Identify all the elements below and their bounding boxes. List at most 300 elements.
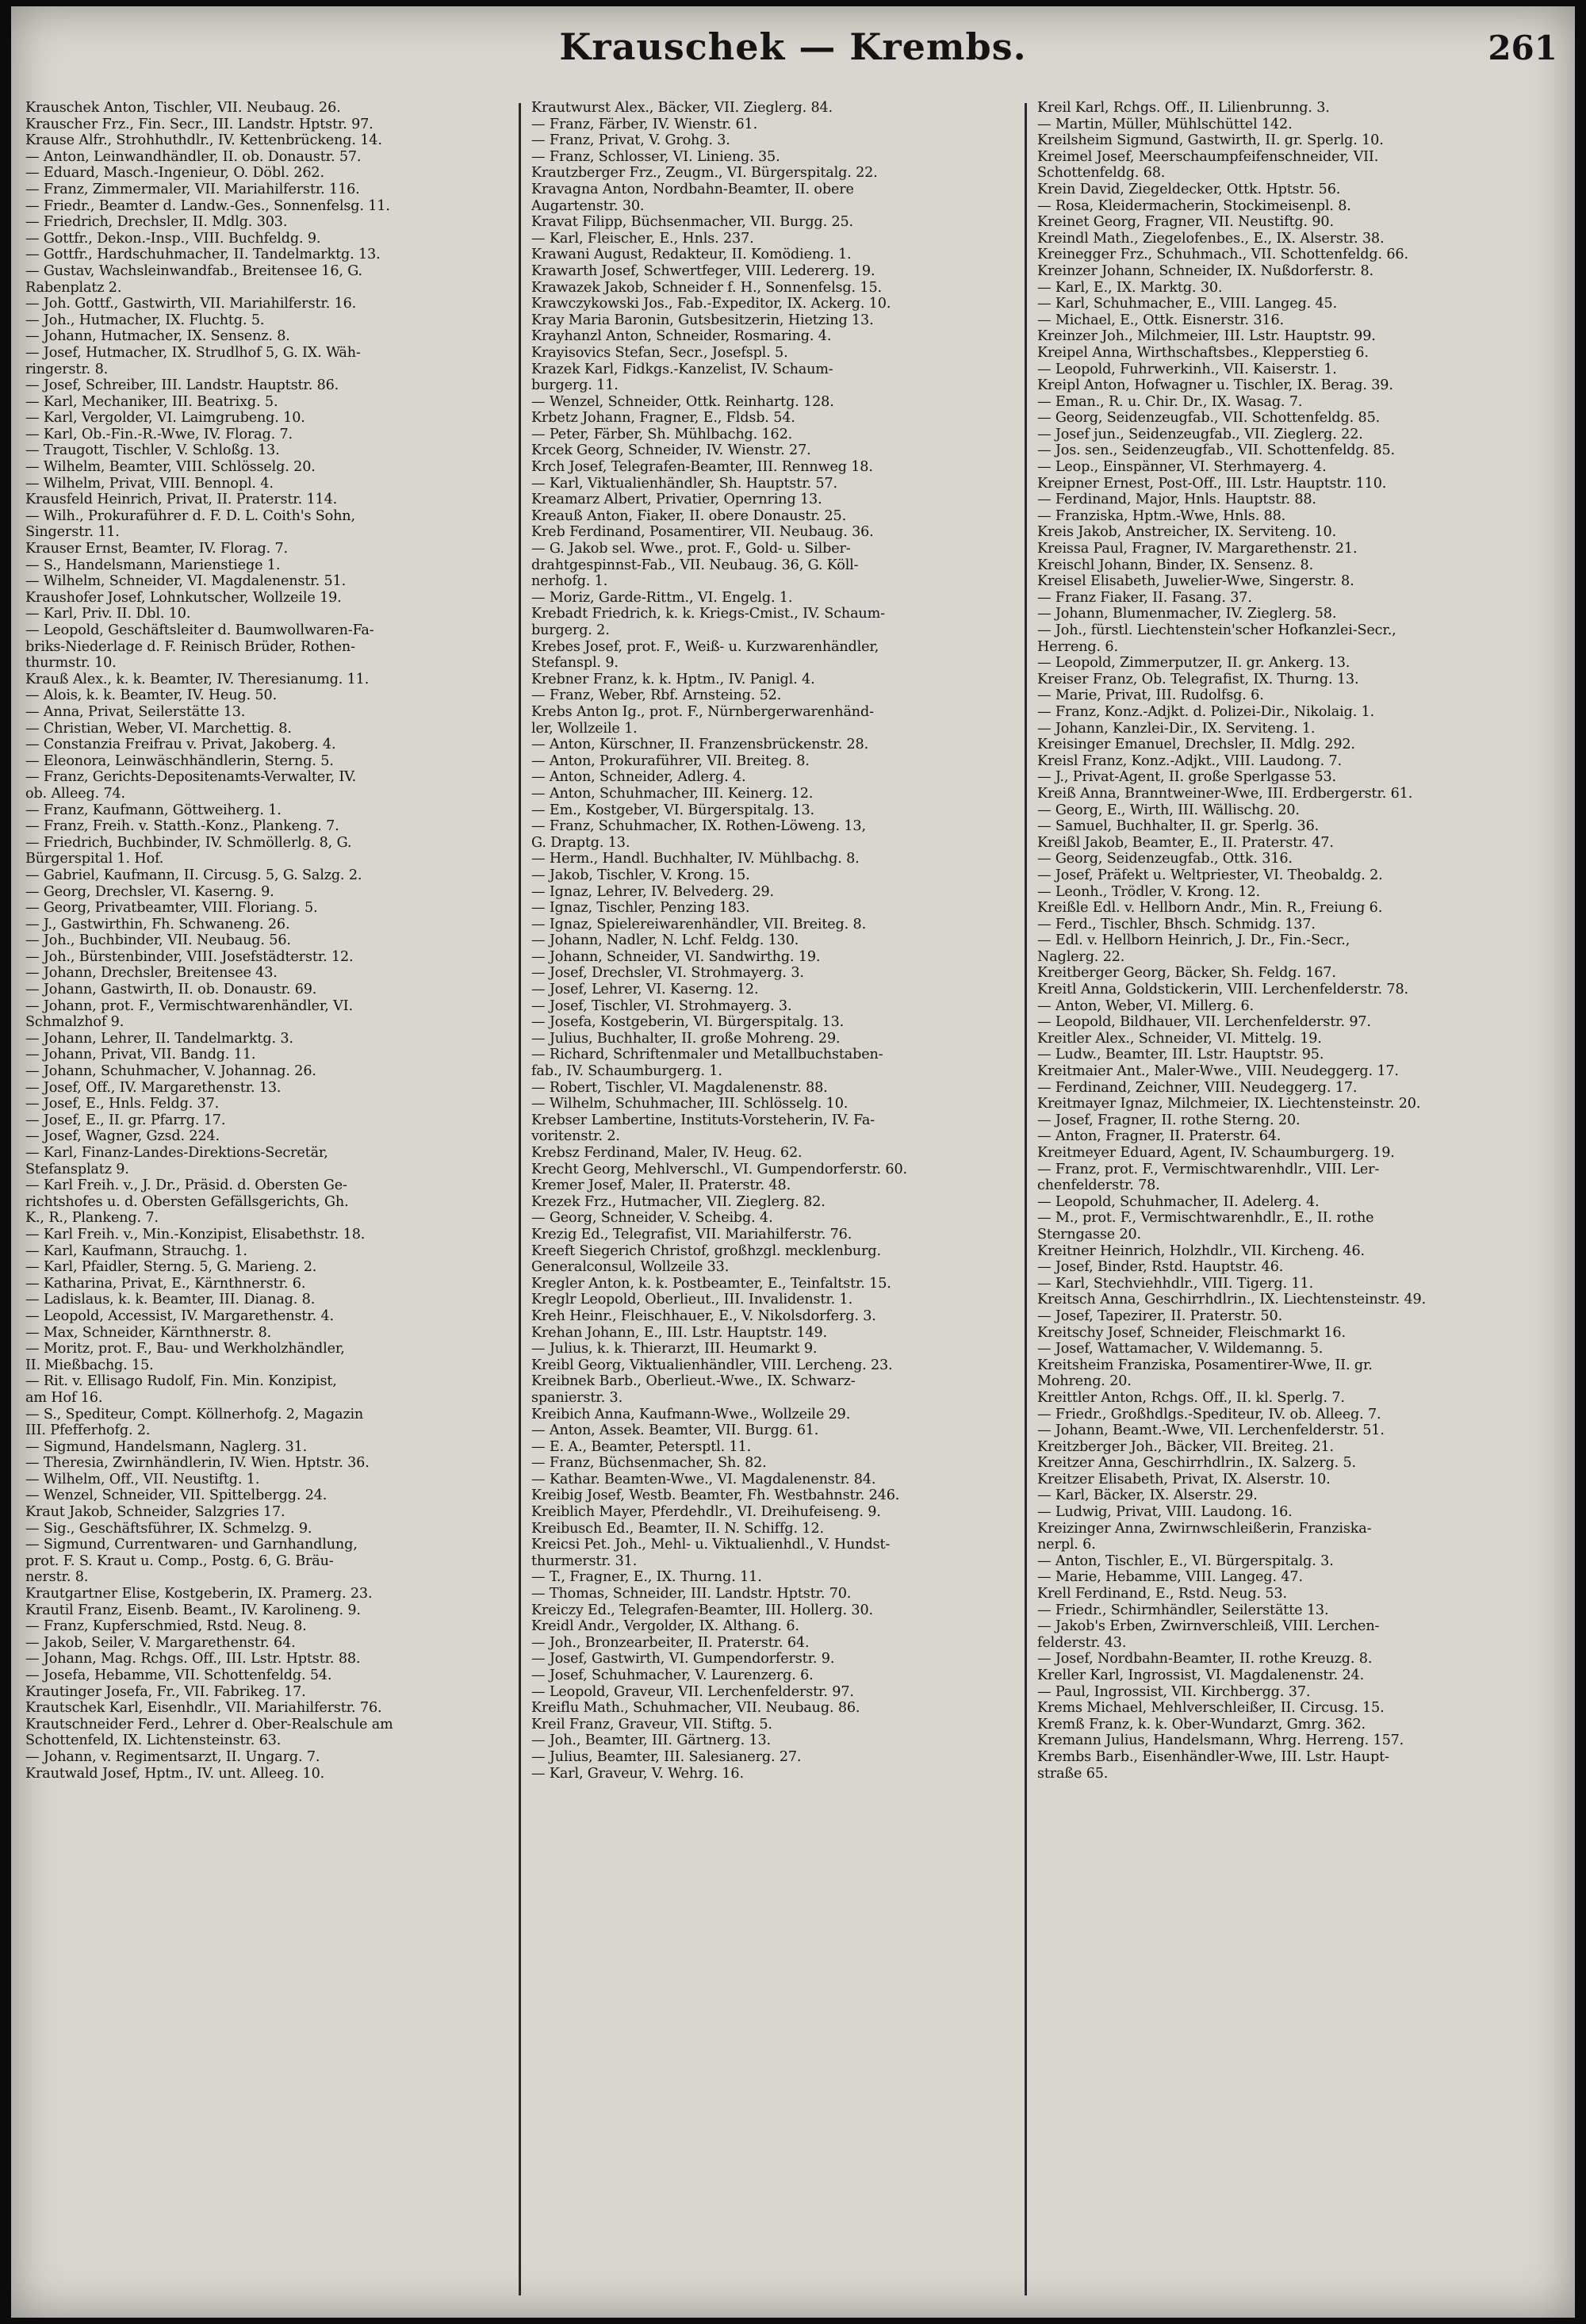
directory-entry-line: — Josef, Fragner, II. rothe Sterng. 20. (1037, 1112, 1301, 1128)
directory-entry-line: — Anton, Kürschner, II. Franzensbrückenstr. 28. (531, 737, 869, 753)
directory-entry-line: — Georg, Privatbeamter, VIII. Floriang. 5. (25, 900, 318, 917)
directory-entry-line: — Karl, Priv. II. Dbl. 10. (25, 606, 191, 622)
directory-entry-line: — Franz, Färber, IV. Wienstr. 61. (531, 116, 758, 132)
directory-entry-line: Krawazek Jakob, Schneider f. H., Sonnenfelsg. 15. (531, 279, 882, 296)
directory-entry-line: Kreidl Andr., Vergolder, IX. Althang. 6. (531, 1618, 799, 1635)
directory-entry-line: — Anton, Tischler, E., VI. Bürgerspitalg. 3. (1037, 1553, 1334, 1569)
directory-entry-line: Sterngasse 20. (1037, 1226, 1141, 1242)
directory-entry-line: Kreinegger Frz., Schuhmach., VII. Schottenfeldg. 66. (1037, 247, 1408, 263)
directory-entry-line: — Em., Kostgeber, VI. Bürgerspitalg. 13. (531, 802, 814, 818)
directory-entry-line: — Franz, Schlosser, VI. Linieng. 35. (531, 148, 780, 165)
directory-entry-line: — Alois, k. k. Beamter, IV. Heug. 50. (25, 687, 278, 704)
directory-entry-line: Kreicsi Pet. Joh., Mehl- u. Viktualienhdl., V. Hundst- (531, 1537, 891, 1553)
directory-entry-line: — Franz, Gerichts-Depositenamts-Verwalter, IV. (25, 769, 357, 786)
directory-entry-line: Mohreng. 20. (1037, 1373, 1132, 1390)
directory-entry-line: Kreiblich Mayer, Pferdehdlr., VI. Dreihufeiseng. 9. (531, 1504, 881, 1521)
directory-entry-line: nerpl. 6. (1037, 1537, 1096, 1553)
directory-entry-line: — Franz, Kaufmann, Göttweiherg. 1. (25, 802, 282, 818)
directory-entry-line: Kreiflu Math., Schuhmacher, VII. Neubaug. 86. (531, 1700, 860, 1717)
directory-entry-line: — Theresia, Zwirnhändlerin, IV. Wien. Hptstr. 36. (25, 1455, 370, 1472)
directory-entry-line: Kreissa Paul, Fragner, IV. Margarethenstr. 21. (1037, 541, 1358, 557)
directory-entry-line: Kreimel Josef, Meerschaumpfeifenschneider, VII. (1037, 148, 1379, 165)
directory-entry-line: — Leopold, Zimmerputzer, II. gr. Ankerg. 13. (1037, 655, 1350, 672)
directory-entry-line: — Johann, Kanzlei-Dir., IX. Serviteng. 1. (1037, 720, 1316, 737)
directory-entry-line: — Josef, Hutmacher, IX. Strudlhof 5, G. IX. Wäh- (25, 344, 361, 361)
directory-entry-line: Kreil Franz, Graveur, VII. Stiftg. 5. (531, 1716, 772, 1732)
directory-entry-line: Kreitmayer Ignaz, Milchmeier, IX. Liechtensteinstr. 20. (1037, 1096, 1421, 1112)
directory-entry-line: — Karl, Stechviehhdlr., VIII. Tigerg. 11. (1037, 1275, 1314, 1292)
directory-entry-line: felderstr. 43. (1037, 1634, 1127, 1651)
directory-entry-line: Kreller Karl, Ingrossist, VI. Magdalenenstr. 24. (1037, 1667, 1365, 1683)
directory-entry-line: Krell Ferdinand, E., Rstd. Neug. 53. (1037, 1586, 1287, 1602)
directory-entry-line: — Johann, Gastwirth, II. ob. Donaustr. 69. (25, 982, 317, 998)
directory-entry-line: — Franz, Privat, V. Grohg. 3. (531, 132, 730, 149)
directory-entry-line: Schmalzhof 9. (25, 1014, 125, 1031)
directory-entry-line: — Wilhelm, Privat, VIII. Bennopl. 4. (25, 475, 274, 492)
directory-entry-line: — T., Fragner, E., IX. Thurng. 11. (531, 1569, 762, 1586)
directory-entry-line: — Wilhelm, Beamter, VIII. Schlösselg. 20. (25, 459, 316, 476)
directory-entry-line: II. Mießbachg. 15. (25, 1357, 154, 1373)
directory-entry-line: — Josef, Schreiber, III. Landstr. Hauptstr. 86. (25, 377, 339, 394)
directory-entry-line: Krautgartner Elise, Kostgeberin, IX. Pramerg. 23. (25, 1586, 373, 1602)
directory-entry-line: — Anton, Leinwandhändler, II. ob. Donaustr. 57. (25, 148, 362, 165)
directory-entry-line: Krautinger Josefa, Fr., VII. Fabrikeg. 17. (25, 1683, 306, 1700)
directory-entry-line: — Karl, Viktualienhändler, Sh. Hauptstr. 57. (531, 475, 837, 492)
directory-entry-line: — Karl, Fleischer, E., Hnls. 237. (531, 230, 754, 247)
directory-entry-line: Kreilsheim Sigmund, Gastwirth, II. gr. Sperlg. 10. (1037, 132, 1384, 149)
directory-entry-line: — Joh., Hutmacher, IX. Fluchtg. 5. (25, 312, 265, 328)
directory-entry-line: — Leopold, Bildhauer, VII. Lerchenfelderstr. 97. (1037, 1014, 1371, 1031)
directory-entry-line: Krein David, Ziegeldecker, Ottk. Hptstr. 56. (1037, 181, 1341, 197)
directory-entry-line: — Eduard, Masch.-Ingenieur, O. Döbl. 262. (25, 165, 324, 182)
directory-entry-line: — Johann, Nadler, N. Lchf. Feldg. 130. (531, 932, 799, 949)
directory-entry-line: — Franz, Freih. v. Statth.-Konz., Plankeng. 7. (25, 818, 339, 835)
directory-entry-line: — Joh., fürstl. Liechtenstein'scher Hofkanzlei-Secr., (1037, 622, 1396, 638)
directory-entry-line: — Georg, Seidenzeugfab., Ottk. 316. (1037, 851, 1293, 867)
directory-entry-line: Krecht Georg, Mehlverschl., VI. Gumpendorferstr. 60. (531, 1161, 907, 1177)
directory-entry-line: Krehan Johann, E., III. Lstr. Hauptstr. 149. (531, 1324, 827, 1341)
directory-entry-line: Kreisinger Emanuel, Drechsler, II. Mdlg. 292. (1037, 737, 1355, 753)
directory-entry-line: — Sigmund, Handelsmann, Naglerg. 31. (25, 1438, 308, 1455)
directory-entry-line: — Franz, Kupferschmied, Rstd. Neug. 8. (25, 1618, 307, 1635)
directory-entry-line: — Wilhelm, Schneider, VI. Magdalenenstr. 51. (25, 573, 347, 590)
directory-entry-line: — Franziska, Hptm.-Wwe, Hnls. 88. (1037, 507, 1286, 524)
directory-entry-line: Kreibig Josef, Westb. Beamter, Fh. Westbahnstr. 246. (531, 1487, 900, 1504)
directory-entry-line: Kreipner Ernest, Post-Off., III. Lstr. Hauptstr. 110. (1037, 475, 1387, 492)
directory-entry-line: — Leopold, Graveur, VII. Lerchenfelderstr. 97. (531, 1683, 854, 1700)
directory-entry-line: briks-Niederlage d. F. Reinisch Brüder, Rothen- (25, 638, 355, 655)
directory-entry-line: Krawani August, Redakteur, II. Komödieng. 1. (531, 247, 852, 263)
directory-entry-line: Kreiser Franz, Ob. Telegrafist, IX. Thurng. 13. (1037, 671, 1359, 687)
directory-entry-line: — G. Jakob sel. Wwe., prot. F., Gold- u. Silber- (531, 541, 851, 557)
directory-entry-line: — Leop., Einspänner, VI. Sterhmayerg. 4. (1037, 459, 1327, 476)
directory-entry-line: — Jos. sen., Seidenzeugfab., VII. Schottenfeldg. 85. (1037, 442, 1395, 459)
directory-entry-line: Krausfeld Heinrich, Privat, II. Praterstr. 114. (25, 492, 338, 508)
directory-entry-line: — Karl, Pfaidler, Sterng. 5, G. Marieng. 2. (25, 1259, 317, 1276)
directory-entry-line: — Karl, Finanz-Landes-Direktions-Secretär, (25, 1145, 328, 1161)
directory-entry-line: — Josef, Schuhmacher, V. Laurenzerg. 6. (531, 1667, 814, 1683)
directory-entry-line: — Johann, Blumenmacher, IV. Zieglerg. 58. (1037, 606, 1337, 622)
directory-entry-line: — Julius, k. k. Thierarzt, III. Heumarkt 9. (531, 1341, 818, 1357)
directory-entry-line: Singerstr. 11. (25, 524, 120, 541)
directory-entry-line: Krautwald Josef, Hptm., IV. unt. Alleeg. 10. (25, 1765, 325, 1782)
directory-entry-line: — Leopold, Accessist, IV. Margarethenstr. 4. (25, 1307, 334, 1324)
directory-entry-line: — Josef, E., Hnls. Feldg. 37. (25, 1096, 220, 1112)
directory-entry-line: Krauschek Anton, Tischler, VII. Neubaug. 26. (25, 100, 341, 116)
directory-entry-line: — Karl, Schuhmacher, E., VIII. Langeg. 45. (1037, 296, 1338, 312)
directory-entry-line: — Karl Freih. v., J. Dr., Präsid. d. Obersten Ge- (25, 1177, 347, 1194)
directory-entry-line: — J., Privat-Agent, II. große Sperlgasse 53. (1037, 769, 1337, 786)
directory-entry-line: voritenstr. 2. (531, 1128, 620, 1145)
directory-entry-line: — Friedr., Schirmhändler, Seilerstätte 13. (1037, 1602, 1329, 1618)
directory-entry-line: Kreibl Georg, Viktualienhändler, VIII. Lercheng. 23. (531, 1357, 893, 1373)
directory-entry-line: Kraushofer Josef, Lohnkutscher, Wollzeile 19. (25, 589, 342, 606)
column-2 (531, 100, 1017, 2300)
directory-entry-line: Krebser Lambertine, Instituts-Vorsteherin, IV. Fa- (531, 1112, 875, 1128)
directory-entry-line: — Friedr., Großhdlgs.-Spediteur, IV. ob. Alleeg. 7. (1037, 1406, 1381, 1422)
directory-entry-line: — Karl, Kaufmann, Strauchg. 1. (25, 1242, 247, 1259)
directory-entry-line: Kreibusch Ed., Beamter, II. N. Schiffg. 12. (531, 1520, 824, 1537)
directory-entry-line: Kreil Karl, Rchgs. Off., II. Lilienbrunng. 3. (1037, 100, 1330, 116)
directory-entry-line: Kreisl Franz, Konz.-Adjkt., VIII. Laudong. 7. (1037, 752, 1342, 769)
directory-entry-line: nerstr. 8. (25, 1569, 89, 1586)
directory-entry-line: Krauß Alex., k. k. Beamter, IV. Theresianumg. 11. (25, 671, 370, 687)
directory-entry-line: ringerstr. 8. (25, 361, 109, 377)
directory-page (11, 6, 1575, 2318)
directory-entry-line: — Jakob, Tischler, V. Krong. 15. (531, 867, 750, 883)
directory-entry-line: — Joh., Bürstenbinder, VIII. Josefstädterstr. 12. (25, 948, 354, 965)
directory-entry-line: Kreibich Anna, Kaufmann-Wwe., Wollzeile 29. (531, 1406, 851, 1422)
directory-entry-line: Krezek Frz., Hutmacher, VII. Zieglerg. 82. (531, 1193, 826, 1210)
directory-entry-line: — Friedrich, Drechsler, II. Mdlg. 303. (25, 214, 288, 231)
directory-entry-line: Krause Alfr., Strohhuthdlr., IV. Kettenbrückeng. 14. (25, 132, 382, 149)
directory-entry-line: Krayhanzl Anton, Schneider, Rosmaring. 4. (531, 328, 832, 345)
directory-entry-line: Krems Michael, Mehlverschleißer, II. Circusg. 15. (1037, 1700, 1385, 1717)
directory-entry-line: Krezig Ed., Telegrafist, VII. Mariahilferstr. 76. (531, 1226, 852, 1242)
directory-entry-line: — Ferdinand, Zeichner, VIII. Neudeggerg. 17. (1037, 1079, 1358, 1096)
directory-entry-line: — Ignaz, Lehrer, IV. Belvederg. 29. (531, 883, 774, 900)
directory-entry-line: Kravagna Anton, Nordbahn-Beamter, II. obere (531, 181, 854, 197)
directory-entry-line: — Karl, Mechaniker, III. Beatrixg. 5. (25, 393, 278, 410)
directory-entry-line: — Johann, Hutmacher, IX. Sensenz. 8. (25, 328, 290, 345)
directory-entry-line: — Richard, Schriftenmaler und Metallbuchstaben- (531, 1047, 883, 1063)
directory-entry-line: Krawarth Josef, Schwertfeger, VIII. Ledererg. 19. (531, 262, 875, 279)
directory-entry-line: Krebes Josef, prot. F., Weiß- u. Kurzwarenhändler, (531, 638, 879, 655)
directory-entry-line: Kreglr Leopold, Oberlieut., III. Invalidenstr. 1. (531, 1292, 853, 1308)
directory-entry-line: — Marie, Privat, III. Rudolfsg. 6. (1037, 687, 1264, 704)
directory-entry-line: — Johann, prot. F., Vermischtwarenhändler, VI. (25, 997, 353, 1014)
directory-entry-line: — Josefa, Hebamme, VII. Schottenfeldg. 54. (25, 1667, 332, 1683)
directory-entry-line: — Josef, Wagner, Gzsd. 224. (25, 1128, 220, 1145)
directory-entry-line: nerhofg. 1. (531, 573, 608, 590)
directory-entry-line: — Anton, Schuhmacher, III. Keinerg. 12. (531, 785, 814, 802)
directory-entry-line: Generalconsul, Wollzeile 33. (531, 1259, 730, 1276)
directory-entry-line: — Johann, Beamt.-Wwe, VII. Lerchenfelderstr. 51. (1037, 1422, 1385, 1439)
directory-entry-line: Kreamarz Albert, Privatier, Opernring 13. (531, 492, 822, 508)
directory-entry-line: — Samuel, Buchhalter, II. gr. Sperlg. 36. (1037, 818, 1320, 835)
directory-entry-line: — Wenzel, Schneider, VII. Spittelbergg. 24. (25, 1487, 328, 1504)
directory-entry-line: — Wilhelm, Off., VII. Neustiftg. 1. (25, 1471, 260, 1487)
directory-entry-line: Kremß Franz, k. k. Ober-Wundarzt, Gmrg. 362. (1037, 1716, 1366, 1732)
directory-entry-line: Kreizinger Anna, Zwirnwschleißerin, Franziska- (1037, 1520, 1372, 1537)
directory-entry-line: Krautzberger Frz., Zeugm., VI. Bürgerspitalg. 22. (531, 165, 878, 182)
directory-entry-line: Kreindl Math., Ziegelofenbes., E., IX. Alserstr. 38. (1037, 230, 1385, 247)
directory-entry-line: — Karl, Ob.-Fin.-R.-Wwe, IV. Florag. 7. (25, 426, 293, 442)
directory-entry-line: thurmstr. 10. (25, 655, 117, 672)
directory-entry-line: — Franz, Weber, Rbf. Arnsteing. 52. (531, 687, 782, 704)
directory-entry-line: Kreitsheim Franziska, Posamentirer-Wwe, II. gr. (1037, 1357, 1373, 1373)
directory-entry-line: Krazek Karl, Fidkgs.-Kanzelist, IV. Schaum- (531, 361, 833, 377)
directory-entry-line: Kreinzer Johann, Schneider, IX. Nußdorferstr. 8. (1037, 262, 1373, 279)
directory-entry-line: — Josef, Gastwirth, VI. Gumpendorferstr. 9. (531, 1651, 835, 1667)
directory-entry-line: — Sigmund, Currentwaren- und Garnhandlung, (25, 1537, 358, 1553)
directory-entry-line: Kregler Anton, k. k. Postbeamter, E., Teinfaltstr. 15. (531, 1275, 891, 1292)
directory-entry-line: Kreitmeyer Eduard, Agent, IV. Schaumburgerg. 19. (1037, 1145, 1395, 1161)
directory-entry-line: Kreitler Alex., Schneider, VI. Mittelg. 19. (1037, 1030, 1322, 1047)
directory-entry-line: Kremer Josef, Maler, II. Praterstr. 48. (531, 1177, 791, 1194)
directory-entry-line: G. Draptg. 13. (531, 834, 630, 851)
directory-entry-line: — Herm., Handl. Buchhalter, IV. Mühlbachg. 8. (531, 851, 860, 867)
directory-entry-line: — Michael, E., Ottk. Eisnerstr. 316. (1037, 312, 1284, 328)
directory-entry-line: — Johann, Mag. Rchgs. Off., III. Lstr. Hptstr. 88. (25, 1651, 361, 1667)
directory-entry-line: — Peter, Färber, Sh. Mühlbachg. 162. (531, 426, 793, 442)
directory-entry-line: — Josef, Tapezirer, II. Praterstr. 50. (1037, 1307, 1283, 1324)
directory-entry-line: — Georg, Schneider, V. Scheibg. 4. (531, 1210, 773, 1227)
directory-entry-line: — Moritz, prot. F., Bau- und Werkholzhändler, (25, 1341, 345, 1357)
directory-entry-line: — Gabriel, Kaufmann, II. Circusg. 5, G. Salzg. 2. (25, 867, 362, 883)
directory-entry-line: — Leonh., Trödler, V. Krong. 12. (1037, 883, 1260, 900)
directory-entry-line: Krebadt Friedrich, k. k. Kriegs-Cmist., IV. Schaum- (531, 606, 885, 622)
directory-entry-line: — Paul, Ingrossist, VII. Kirchbergg. 37. (1037, 1683, 1311, 1700)
directory-entry-line: Krautwurst Alex., Bäcker, VII. Zieglerg. 84. (531, 100, 833, 116)
directory-entry-line: Kreinet Georg, Fragner, VII. Neustiftg. 90. (1037, 214, 1334, 231)
directory-entry-line: Kreitsch Anna, Geschirrhdlrin., IX. Liechtensteinstr. 49. (1037, 1292, 1427, 1308)
directory-entry-line: — Johann, Lehrer, II. Tandelmarktg. 3. (25, 1030, 293, 1047)
directory-entry-line: — Wenzel, Schneider, Ottk. Reinhartg. 128. (531, 393, 834, 410)
directory-entry-line: Krebner Franz, k. k. Hptm., IV. Panigl. 4. (531, 671, 815, 687)
directory-entry-line: — Ferd., Tischler, Bhsch. Schmidg. 137. (1037, 916, 1316, 932)
directory-entry-line: Kreitzberger Joh., Bäcker, VII. Breiteg. 21. (1037, 1438, 1334, 1455)
directory-entry-line: — Julius, Beamter, III. Salesianerg. 27. (531, 1748, 802, 1765)
directory-entry-line: — Ludwig, Privat, VIII. Laudong. 16. (1037, 1504, 1293, 1521)
directory-entry-line: — Karl, Graveur, V. Wehrg. 16. (531, 1765, 744, 1782)
directory-entry-line: — Gottfr., Dekon.-Insp., VIII. Buchfeldg. 9. (25, 230, 321, 247)
directory-entry-line: — Max, Schneider, Kärnthnerstr. 8. (25, 1324, 272, 1341)
directory-entry-line: Kreißl Jakob, Beamter, E., II. Praterstr. 47. (1037, 834, 1334, 851)
directory-entry-line: Krauscher Frz., Fin. Secr., III. Landstr. Hptstr. 97. (25, 116, 374, 132)
directory-entry-line: Kray Maria Baronin, Gutsbesitzerin, Hietzing 13. (531, 312, 874, 328)
directory-entry-line: Kreitner Heinrich, Holzhdlr., VII. Kircheng. 46. (1037, 1242, 1365, 1259)
directory-entry-line: Kreittler Anton, Rchgs. Off., II. kl. Sperlg. 7. (1037, 1389, 1345, 1406)
directory-entry-line: — Anton, Fragner, II. Praterstr. 64. (1037, 1128, 1281, 1145)
directory-entry-line: Krautschneider Ferd., Lehrer d. Ober-Realschule am (25, 1716, 393, 1732)
directory-entry-line: — Rit. v. Ellisago Rudolf, Fin. Min. Konzipist, (25, 1373, 337, 1390)
directory-entry-line: — S., Handelsmann, Marienstiege 1. (25, 557, 281, 573)
directory-entry-line: — Georg, E., Wirth, III. Wällischg. 20. (1037, 802, 1300, 818)
directory-entry-line: — Wilh., Prokuraführer d. F. D. L. Coith's Sohn, (25, 507, 355, 524)
directory-entry-line: — Ignaz, Spielereiwarenhändler, VII. Breiteg. 8. (531, 916, 867, 932)
directory-entry-line: Kreis Jakob, Anstreicher, IX. Serviteng. 10. (1037, 524, 1337, 541)
directory-entry-line: — Josef, Binder, Rstd. Hauptstr. 46. (1037, 1259, 1284, 1276)
directory-entry-line: Krayisovics Stefan, Secr., Josefspl. 5. (531, 344, 788, 361)
directory-entry-line: richtshofes u. d. Obersten Gefällsgerichts, Gh. (25, 1193, 349, 1210)
directory-entry-line: straße 65. (1037, 1765, 1109, 1782)
directory-entry-line: Kreipel Anna, Wirthschaftsbes., Klepperstieg 6. (1037, 344, 1369, 361)
directory-entry-line: Kraut Jakob, Schneider, Salzgries 17. (25, 1504, 285, 1521)
directory-entry-line: — Karl, Vergolder, VI. Laimgrubeng. 10. (25, 410, 305, 427)
directory-entry-line: — Josef jun., Seidenzeugfab., VII. Zieglerg. 22. (1037, 426, 1363, 442)
directory-entry-line: — Gustav, Wachsleinwandfab., Breitensee 16, G. (25, 262, 362, 279)
directory-entry-line: III. Pfefferhofg. 2. (25, 1422, 151, 1439)
directory-entry-line: — S., Spediteur, Compt. Köllnerhofg. 2, Magazin (25, 1406, 364, 1422)
directory-entry-line: — Franz, Konz.-Adjkt. d. Polizei-Dir., Nikolaig. 1. (1037, 703, 1375, 720)
directory-entry-line: — Josef, E., II. gr. Pfarrg. 17. (25, 1112, 226, 1128)
directory-entry-line: Bürgerspital 1. Hof. (25, 851, 164, 867)
directory-entry-line: Kreißle Edl. v. Hellborn Andr., Min. R., Freiung 6. (1037, 900, 1383, 917)
directory-entry-line: — Georg, Drechsler, VI. Kaserng. 9. (25, 883, 274, 900)
directory-entry-line: — Josef, Off., IV. Margarethenstr. 13. (25, 1079, 282, 1096)
directory-entry-line: ob. Alleeg. 74. (25, 785, 126, 802)
directory-entry-line: — Johann, v. Regimentsarzt, II. Ungarg. 7. (25, 1748, 320, 1765)
directory-entry-line: prot. F. S. Kraut u. Comp., Postg. 6, G. Bräu- (25, 1553, 334, 1569)
directory-entry-line: — Ferdinand, Major, Hnls. Hauptstr. 88. (1037, 492, 1316, 508)
directory-entry-line: — Friedr., Beamter d. Landw.-Ges., Sonnenfelsg. 11. (25, 197, 390, 214)
directory-entry-line: Kreeft Siegerich Christof, großhzgl. mecklenburg. (531, 1242, 881, 1259)
page-header (11, 21, 1575, 76)
directory-entry-line: — Robert, Tischler, VI. Magdalenenstr. 88. (531, 1079, 828, 1096)
directory-entry-line: Schottenfeldg. 68. (1037, 165, 1166, 182)
directory-entry-line: — Edl. v. Hellborn Heinrich, J. Dr., Fin.-Secr., (1037, 932, 1350, 949)
directory-entry-line: Herreng. 6. (1037, 638, 1118, 655)
directory-entry-line: Krebsz Ferdinand, Maler, IV. Heug. 62. (531, 1145, 803, 1161)
directory-entry-line: ler, Wollzeile 1. (531, 720, 638, 737)
directory-entry-line: — Johann, Schuhmacher, V. Johannag. 26. (25, 1063, 316, 1080)
directory-entry-line: — Rosa, Kleidermacherin, Stockimeisenpl. 8. (1037, 197, 1351, 214)
directory-entry-line: — Josef, Wattamacher, V. Wildemanng. 5. (1037, 1341, 1324, 1357)
directory-entry-line: Krauser Ernst, Beamter, IV. Florag. 7. (25, 541, 288, 557)
directory-entry-line: Krautschek Karl, Eisenhdlr., VII. Mariahilferstr. 76. (25, 1700, 382, 1717)
directory-columns (25, 100, 1561, 2300)
directory-entry-line: — Josef, Drechsler, VI. Strohmayerg. 3. (531, 965, 804, 982)
directory-entry-line: — Jakob, Seiler, V. Margarethenstr. 64. (25, 1634, 296, 1651)
directory-entry-line: Kreischl Johann, Binder, IX. Sensenz. 8. (1037, 557, 1314, 573)
directory-entry-line: — Anton, Assek. Beamter, VII. Burgg. 61. (531, 1422, 819, 1439)
directory-entry-line: — Traugott, Tischler, V. Schloßg. 13. (25, 442, 280, 459)
directory-entry-line: Krembs Barb., Eisenhändler-Wwe, III. Lstr. Haupt- (1037, 1748, 1389, 1765)
directory-entry-line: Augartenstr. 30. (531, 197, 645, 214)
directory-entry-line: drahtgespinnst-Fab., VII. Neubaug. 36, G. Köll- (531, 557, 859, 573)
directory-entry-line: am Hof 16. (25, 1389, 103, 1406)
directory-entry-line: — Ignaz, Tischler, Penzing 183. (531, 900, 750, 917)
directory-entry-line: Kreitmaier Ant., Maler-Wwe., VIII. Neudeggerg. 17. (1037, 1063, 1399, 1080)
directory-entry-line: Krebs Anton Ig., prot. F., Nürnbergerwarenhänd- (531, 703, 874, 720)
directory-entry-line: Kreauß Anton, Fiaker, II. obere Donaustr. 25. (531, 507, 847, 524)
directory-entry-line: Kreitberger Georg, Bäcker, Sh. Feldg. 167. (1037, 965, 1336, 982)
directory-entry-line: — Eman., R. u. Chir. Dr., IX. Wasag. 7. (1037, 393, 1303, 410)
directory-entry-line: Kreitl Anna, Goldstickerin, VIII. Lerchenfelderstr. 78. (1037, 982, 1408, 998)
directory-entry-line: Kreipl Anton, Hofwagner u. Tischler, IX. Berag. 39. (1037, 377, 1393, 394)
directory-entry-line: — Georg, Seidenzeugfab., VII. Schottenfeldg. 85. (1037, 410, 1381, 427)
directory-entry-line: spanierstr. 3. (531, 1389, 623, 1406)
directory-entry-line: Krch Josef, Telegrafen-Beamter, III. Rennweg 18. (531, 459, 873, 476)
directory-entry-line: — Leopold, Geschäftsleiter d. Baumwollwaren-Fa- (25, 622, 374, 638)
directory-entry-line: Krautil Franz, Eisenb. Beamt., IV. Karolineng. 9. (25, 1602, 361, 1618)
directory-entry-line: fab., IV. Schaumburgerg. 1. (531, 1063, 722, 1080)
directory-entry-line: — Josef, Präfekt u. Weltpriester, VI. Theobaldg. 2. (1037, 867, 1383, 883)
directory-entry-line: — Karl Freih. v., Min.-Konzipist, Elisabethstr. 18. (25, 1226, 366, 1242)
directory-entry-line: — Johann, Schneider, VI. Sandwirthg. 19. (531, 948, 821, 965)
directory-entry-line: Naglerg. 22. (1037, 948, 1125, 965)
directory-entry-line: — Sig., Geschäftsführer, IX. Schmelzg. 9. (25, 1520, 312, 1537)
directory-entry-line: Kravat Filipp, Büchsenmacher, VII. Burgg. 25. (531, 214, 853, 231)
directory-entry-line: — Leopold, Fuhrwerkinh., VII. Kaiserstr. 1. (1037, 361, 1337, 377)
directory-entry-line: — Constanzia Freifrau v. Privat, Jakoberg. 4. (25, 737, 336, 753)
directory-entry-line: — Franz, prot. F., Vermischtwarenhdlr., VIII. Ler- (1037, 1161, 1380, 1177)
directory-entry-line: — Jakob's Erben, Zwirnverschleiß, VIII. Lerchen- (1037, 1618, 1380, 1635)
directory-entry-line: Stefansplatz 9. (25, 1161, 129, 1177)
directory-entry-line: Kreiczy Ed., Telegrafen-Beamter, III. Hollerg. 30. (531, 1602, 873, 1618)
directory-entry-line: Krawczykowski Jos., Fab.-Expeditor, IX. Ackerg. 10. (531, 296, 891, 312)
directory-entry-line: Kreitzer Elisabeth, Privat, IX. Alserstr. 10. (1037, 1471, 1331, 1487)
directory-entry-line: — Friedrich, Buchbinder, IV. Schmöllerlg. 8, G. (25, 834, 352, 851)
directory-entry-line: — Leopold, Schuhmacher, II. Adelerg. 4. (1037, 1193, 1320, 1210)
directory-entry-line: — E. A., Beamter, Petersptl. 11. (531, 1438, 752, 1455)
directory-entry-line: — Ladislaus, k. k. Beamter, III. Dianag. 8. (25, 1292, 316, 1308)
directory-entry-line: — Christian, Weber, VI. Marchettig. 8. (25, 720, 292, 737)
directory-entry-line: — Karl, E., IX. Marktg. 30. (1037, 279, 1223, 296)
directory-entry-line: — Josef, Tischler, VI. Strohmayerg. 3. (531, 997, 792, 1014)
directory-entry-line: — Marie, Hebamme, VIII. Langeg. 47. (1037, 1569, 1303, 1586)
directory-entry-line: — Joh., Buchbinder, VII. Neubaug. 56. (25, 932, 291, 949)
directory-entry-line: chenfelderstr. 78. (1037, 1177, 1160, 1194)
directory-entry-line: — Josefa, Kostgeberin, VI. Bürgerspitalg. 13. (531, 1014, 845, 1031)
directory-entry-line: Kreinzer Joh., Milchmeier, III. Lstr. Hauptstr. 99. (1037, 328, 1376, 345)
directory-entry-line: — Anton, Weber, VI. Millerg. 6. (1037, 997, 1254, 1014)
directory-entry-line: K., R., Plankeng. 7. (25, 1210, 159, 1227)
directory-entry-line: Kremann Julius, Handelsmann, Whrg. Herreng. 157. (1037, 1732, 1404, 1749)
directory-entry-line: — Karl, Bäcker, IX. Alserstr. 29. (1037, 1487, 1258, 1504)
directory-entry-line: — Joh. Gottf., Gastwirth, VII. Mariahilferstr. 16. (25, 296, 357, 312)
directory-entry-line: — Franz, Schuhmacher, IX. Rothen-Löweng. 13, (531, 818, 866, 835)
directory-entry-line: — Joh., Beamter, III. Gärtnerg. 13. (531, 1732, 771, 1749)
directory-entry-line: — Anna, Privat, Seilerstätte 13. (25, 703, 246, 720)
directory-entry-line: — Gottfr., Hardschuhmacher, II. Tandelmarktg. 13. (25, 247, 381, 263)
directory-entry-line: — Katharina, Privat, E., Kärnthnerstr. 6. (25, 1275, 306, 1292)
directory-entry-line: Kreitschy Josef, Schneider, Fleischmarkt 16. (1037, 1324, 1346, 1341)
directory-entry-line: — Moriz, Garde-Rittm., VI. Engelg. 1. (531, 589, 793, 606)
directory-entry-line: — Josef, Lehrer, VI. Kaserng. 12. (531, 982, 759, 998)
directory-entry-line: — M., prot. F., Vermischtwarenhdlr., E., II. rothe (1037, 1210, 1374, 1227)
directory-entry-line: — Wilhelm, Schuhmacher, III. Schlösselg. 10. (531, 1096, 849, 1112)
directory-entry-line: burgerg. 2. (531, 622, 610, 638)
page-number: 261 (1488, 29, 1557, 67)
directory-entry-line: Kreibnek Barb., Oberlieut.-Wwe., IX. Schwarz- (531, 1373, 856, 1390)
directory-entry-line: — Anton, Prokuraführer, VII. Breiteg. 8. (531, 752, 810, 769)
running-head: Krauschek — Krembs. (559, 25, 1027, 68)
directory-entry-line: — Eleonora, Leinwäschhändlerin, Sterng. 5. (25, 752, 334, 769)
directory-entry-line: — Johann, Drechsler, Breitensee 43. (25, 965, 278, 982)
directory-entry-line: Kreiß Anna, Branntweiner-Wwe, III. Erdbergerstr. 61. (1037, 785, 1413, 802)
directory-entry-line: Krbetz Johann, Fragner, E., Fldsb. 54. (531, 410, 795, 427)
directory-entry-line: — Franz Fiaker, II. Fasang. 37. (1037, 589, 1252, 606)
directory-entry-line: — J., Gastwirthin, Fh. Schwaneng. 26. (25, 916, 290, 932)
directory-entry-line: — Anton, Schneider, Adlerg. 4. (531, 769, 746, 786)
directory-entry-line: — Martin, Müller, Mühlschüttel 142. (1037, 116, 1293, 132)
directory-entry-line: Kreb Ferdinand, Posamentirer, VII. Neubaug. 36. (531, 524, 874, 541)
directory-entry-line: Rabenplatz 2. (25, 279, 122, 296)
directory-entry-line: thurmerstr. 31. (531, 1553, 638, 1569)
directory-entry-line: — Julius, Buchhalter, II. große Mohreng. 29. (531, 1030, 841, 1047)
